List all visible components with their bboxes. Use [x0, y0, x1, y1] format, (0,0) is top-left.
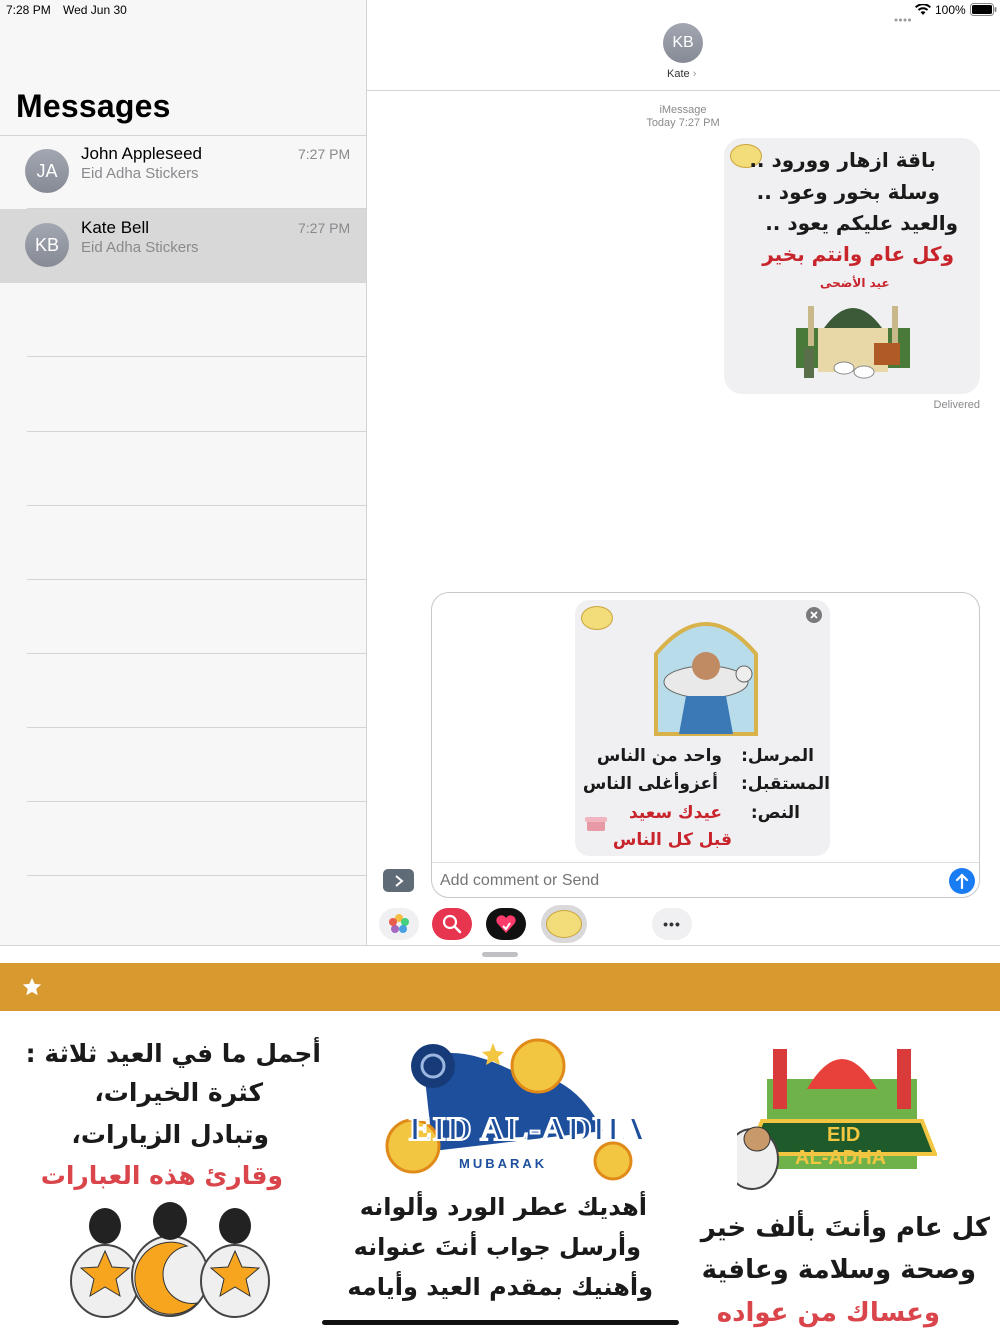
sticker-value: أعزوأغلى الناس: [582, 774, 718, 794]
mosque-illustration: [784, 288, 924, 388]
mosque-badge-illustration: [737, 1029, 937, 1209]
message-preview: Eid Adha Stickers: [81, 165, 199, 182]
avatar: KB: [25, 223, 69, 267]
sticker-line: أجمل ما في العيد ثلاثة :: [25, 1039, 321, 1068]
home-indicator[interactable]: [322, 1320, 679, 1325]
composer-divider: [432, 862, 979, 863]
sticker-line: باقة ازهار وورود ..: [749, 148, 936, 172]
chevron-right-icon[interactable]: [383, 869, 414, 892]
list-divider: [27, 801, 366, 802]
message-time: 7:27 PM: [298, 220, 351, 236]
close-icon[interactable]: [806, 607, 822, 623]
gift-icon: [585, 814, 607, 832]
contact-name: Kate: [667, 68, 690, 80]
header-divider: [367, 90, 1000, 91]
send-button[interactable]: [949, 868, 975, 894]
sticker-item[interactable]: [0, 1011, 333, 1334]
shepherd-illustration: [651, 604, 761, 740]
sticker-line: وصحة وسلامة وعافية: [701, 1255, 976, 1285]
eid-sticker-badge-icon: [581, 606, 613, 630]
digital-touch-icon: [495, 914, 517, 934]
sticker-item[interactable]: [667, 1011, 1000, 1334]
wifi-icon: [915, 3, 931, 15]
message-time: 7:27 PM: [298, 146, 351, 162]
more-apps-button[interactable]: •••: [652, 908, 692, 940]
cellular-dots-icon: [894, 9, 912, 13]
chevron-right-icon: ›: [692, 68, 697, 80]
sticker-value-red: عيدك سعيد: [629, 803, 722, 823]
sticker-line: وتبادل الزيارات،: [71, 1120, 269, 1149]
service-label: iMessage: [659, 104, 707, 116]
sticker-line-red: وعساك من عواده: [716, 1298, 940, 1328]
photos-icon: [388, 913, 410, 935]
sticker-value-red: قبل كل الناس: [612, 830, 732, 850]
status-time: 7:28 PM: [6, 3, 51, 17]
sticker-badge-title: EID AL-ADHA: [409, 1111, 646, 1148]
message-input[interactable]: [440, 868, 940, 894]
image-search-icon: [441, 913, 463, 935]
sticker-label: المرسل:: [741, 746, 814, 766]
sticker-item[interactable]: [333, 1011, 667, 1334]
status-date: Wed Jun 30: [63, 3, 127, 17]
sticker-line-red: وقارئ هذه العبارات: [40, 1161, 283, 1190]
sticker-drawer-bar: [0, 963, 1000, 1011]
sticker-label: النص:: [750, 803, 800, 823]
sticker-line: أهديك عطر الورد وألوانه: [359, 1193, 647, 1221]
sticker-line: وأهنيك بمقدم العيد وأيامه: [347, 1273, 653, 1301]
message-preview: Eid Adha Stickers: [81, 239, 199, 256]
sticker-line: وأرسل جواب أنتَ عنوانه: [353, 1233, 641, 1261]
list-divider: [27, 505, 366, 506]
sticker-caption: عيد الأضحى: [820, 276, 890, 290]
list-divider: [27, 875, 366, 876]
photos-app-button[interactable]: [379, 908, 419, 940]
sticker-line: كثرة الخيرات،: [94, 1078, 263, 1107]
battery-percent: 100%: [935, 3, 966, 17]
contact-avatar[interactable]: KB: [663, 23, 703, 63]
sticker-line-red: وكل عام وانتم بخير: [762, 242, 954, 266]
sticker-value: واحد من الناس: [596, 746, 722, 766]
delivery-status: Delivered: [933, 399, 980, 411]
eid-stickers-app-icon: [546, 910, 582, 938]
digital-touch-app-button[interactable]: [486, 908, 526, 940]
drawer-top-divider: [0, 945, 1000, 946]
sticker-message-bubble[interactable]: [724, 138, 980, 394]
contact-name: Kate Bell: [81, 218, 150, 237]
conversation-row-selected[interactable]: [0, 209, 366, 283]
contact-name-header[interactable]: [667, 68, 696, 80]
sheep-illustration: [65, 1201, 275, 1334]
list-divider: [27, 727, 366, 728]
sticker-label: المستقبل:: [741, 774, 830, 794]
image-search-app-button[interactable]: [432, 908, 472, 940]
message-timestamp: Today 7:27 PM: [646, 117, 720, 129]
attached-sticker[interactable]: [575, 600, 830, 856]
list-divider: [27, 653, 366, 654]
contact-name: John Appleseed: [81, 144, 202, 163]
list-divider: [27, 431, 366, 432]
list-divider: [27, 356, 366, 357]
star-icon[interactable]: [21, 976, 43, 998]
avatar: JA: [25, 149, 69, 193]
send-arrow-icon: [955, 873, 969, 889]
battery-icon: [970, 3, 997, 16]
drawer-grabber[interactable]: [482, 952, 518, 957]
page-title: Messages: [16, 88, 171, 124]
sticker-line: وسلة بخور وعود ..: [756, 180, 940, 204]
eid-stickers-app-button[interactable]: [541, 905, 587, 943]
list-divider: [27, 579, 366, 580]
sticker-badge-title: EID: [827, 1124, 861, 1146]
sticker-badge-subtitle: MUBARAK: [459, 1156, 548, 1171]
conversation-row[interactable]: [0, 135, 366, 209]
sticker-badge-subtitle: AL-ADHA: [795, 1147, 887, 1169]
sticker-line: كل عام وأنتَ بألف خير: [700, 1213, 990, 1243]
sticker-line: والعيد عليكم يعود ..: [765, 211, 958, 235]
